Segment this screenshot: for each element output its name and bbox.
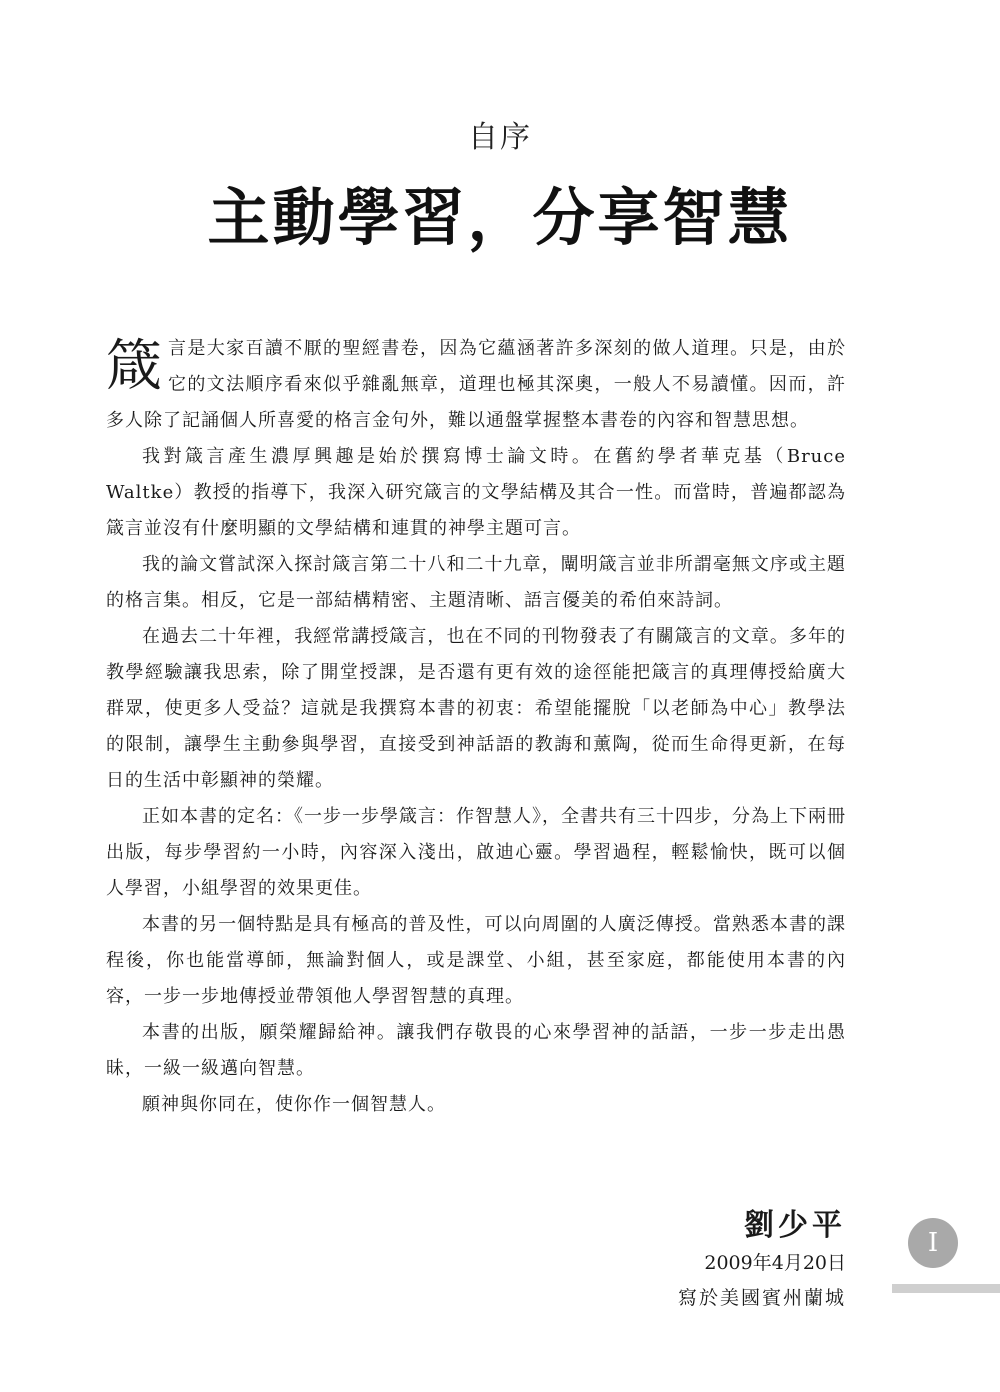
paragraph-7: 本書的出版，願榮耀歸給神。讓我們存敬畏的心來學習神的話語，一步一步走出愚昧，一級一級邁向智慧。	[106, 1022, 846, 1079]
preface-body	[106, 331, 846, 1123]
page-title: 主動學習，分享智慧	[207, 181, 793, 254]
page-edge-bar	[892, 1284, 1000, 1293]
closing-place: 寫於美國賓州蘭城	[677, 1287, 846, 1309]
paragraph-6: 本書的另一個特點是具有極高的普及性，可以向周圍的人廣泛傳授。當熟悉本書的課程後，你也能當導師，無論對個人，或是課堂、小組，甚至家庭，都能使用本書的內容，一步一步地傳授並帶領他人學習智慧的真理。	[106, 914, 846, 1007]
paragraph-8: 願神與你同在，使你作一個智慧人。	[142, 1094, 446, 1115]
preface-kicker: 自序	[468, 120, 532, 155]
paragraph-4: 在過去二十年裡，我經常講授箴言，也在不同的刊物發表了有關箴言的文章。多年的教學經驗讓我思索，除了開堂授課，是否還有更有效的途徑能把箴言的真理傳授給廣大群眾，使更多人受益？這就是我撰寫本書的初衷：希望能擺脫「以老師為中心」教學法的限制，讓學生主動參與學習，直接受到神話語的教誨和薰陶，從而生命得更新，在每日的生活中彰顯神的榮耀。	[106, 626, 846, 791]
paragraph-2: 我對箴言產生濃厚興趣是始於撰寫博士論文時。在舊約學者華克基（Bruce Waltke）教授的指導下，我深入研究箴言的文學結構及其合一性。而當時，普遍都認為箴言並沒有什麼明顯的文學結構和連貫的神學主題可言。	[106, 446, 846, 539]
closing-date: 2009年4月20日	[704, 1252, 846, 1274]
drop-cap: 箴	[106, 334, 162, 399]
paragraph-5: 正如本書的定名：《一步一步學箴言：作智慧人》，全書共有三十四步，分為上下兩冊出版，每步學習約一小時，內容深入淺出，啟迪心靈。學習過程，輕鬆愉快，既可以個人學習，小組學習的效果更佳。	[106, 806, 846, 899]
page-number-badge: I	[908, 1218, 958, 1268]
paragraph-3: 我的論文嘗試深入探討箴言第二十八和二十九章，闡明箴言並非所謂毫無文序或主題的格言集。相反，它是一部結構精密、主題清晰、語言優美的希伯來詩詞。	[106, 554, 846, 611]
author-signature: 劉少平	[744, 1208, 846, 1243]
paragraph-1: 箴言是大家百讀不厭的聖經書卷，因為它蘊涵著許多深刻的做人道理。只是，由於它的文法順序看來似乎雜亂無章，道理也極其深奧，一般人不易讀懂。因而，許多人除了記誦個人所喜愛的格言金句外，難以通盤掌握整本書卷的內容和智慧思想。	[106, 334, 846, 431]
